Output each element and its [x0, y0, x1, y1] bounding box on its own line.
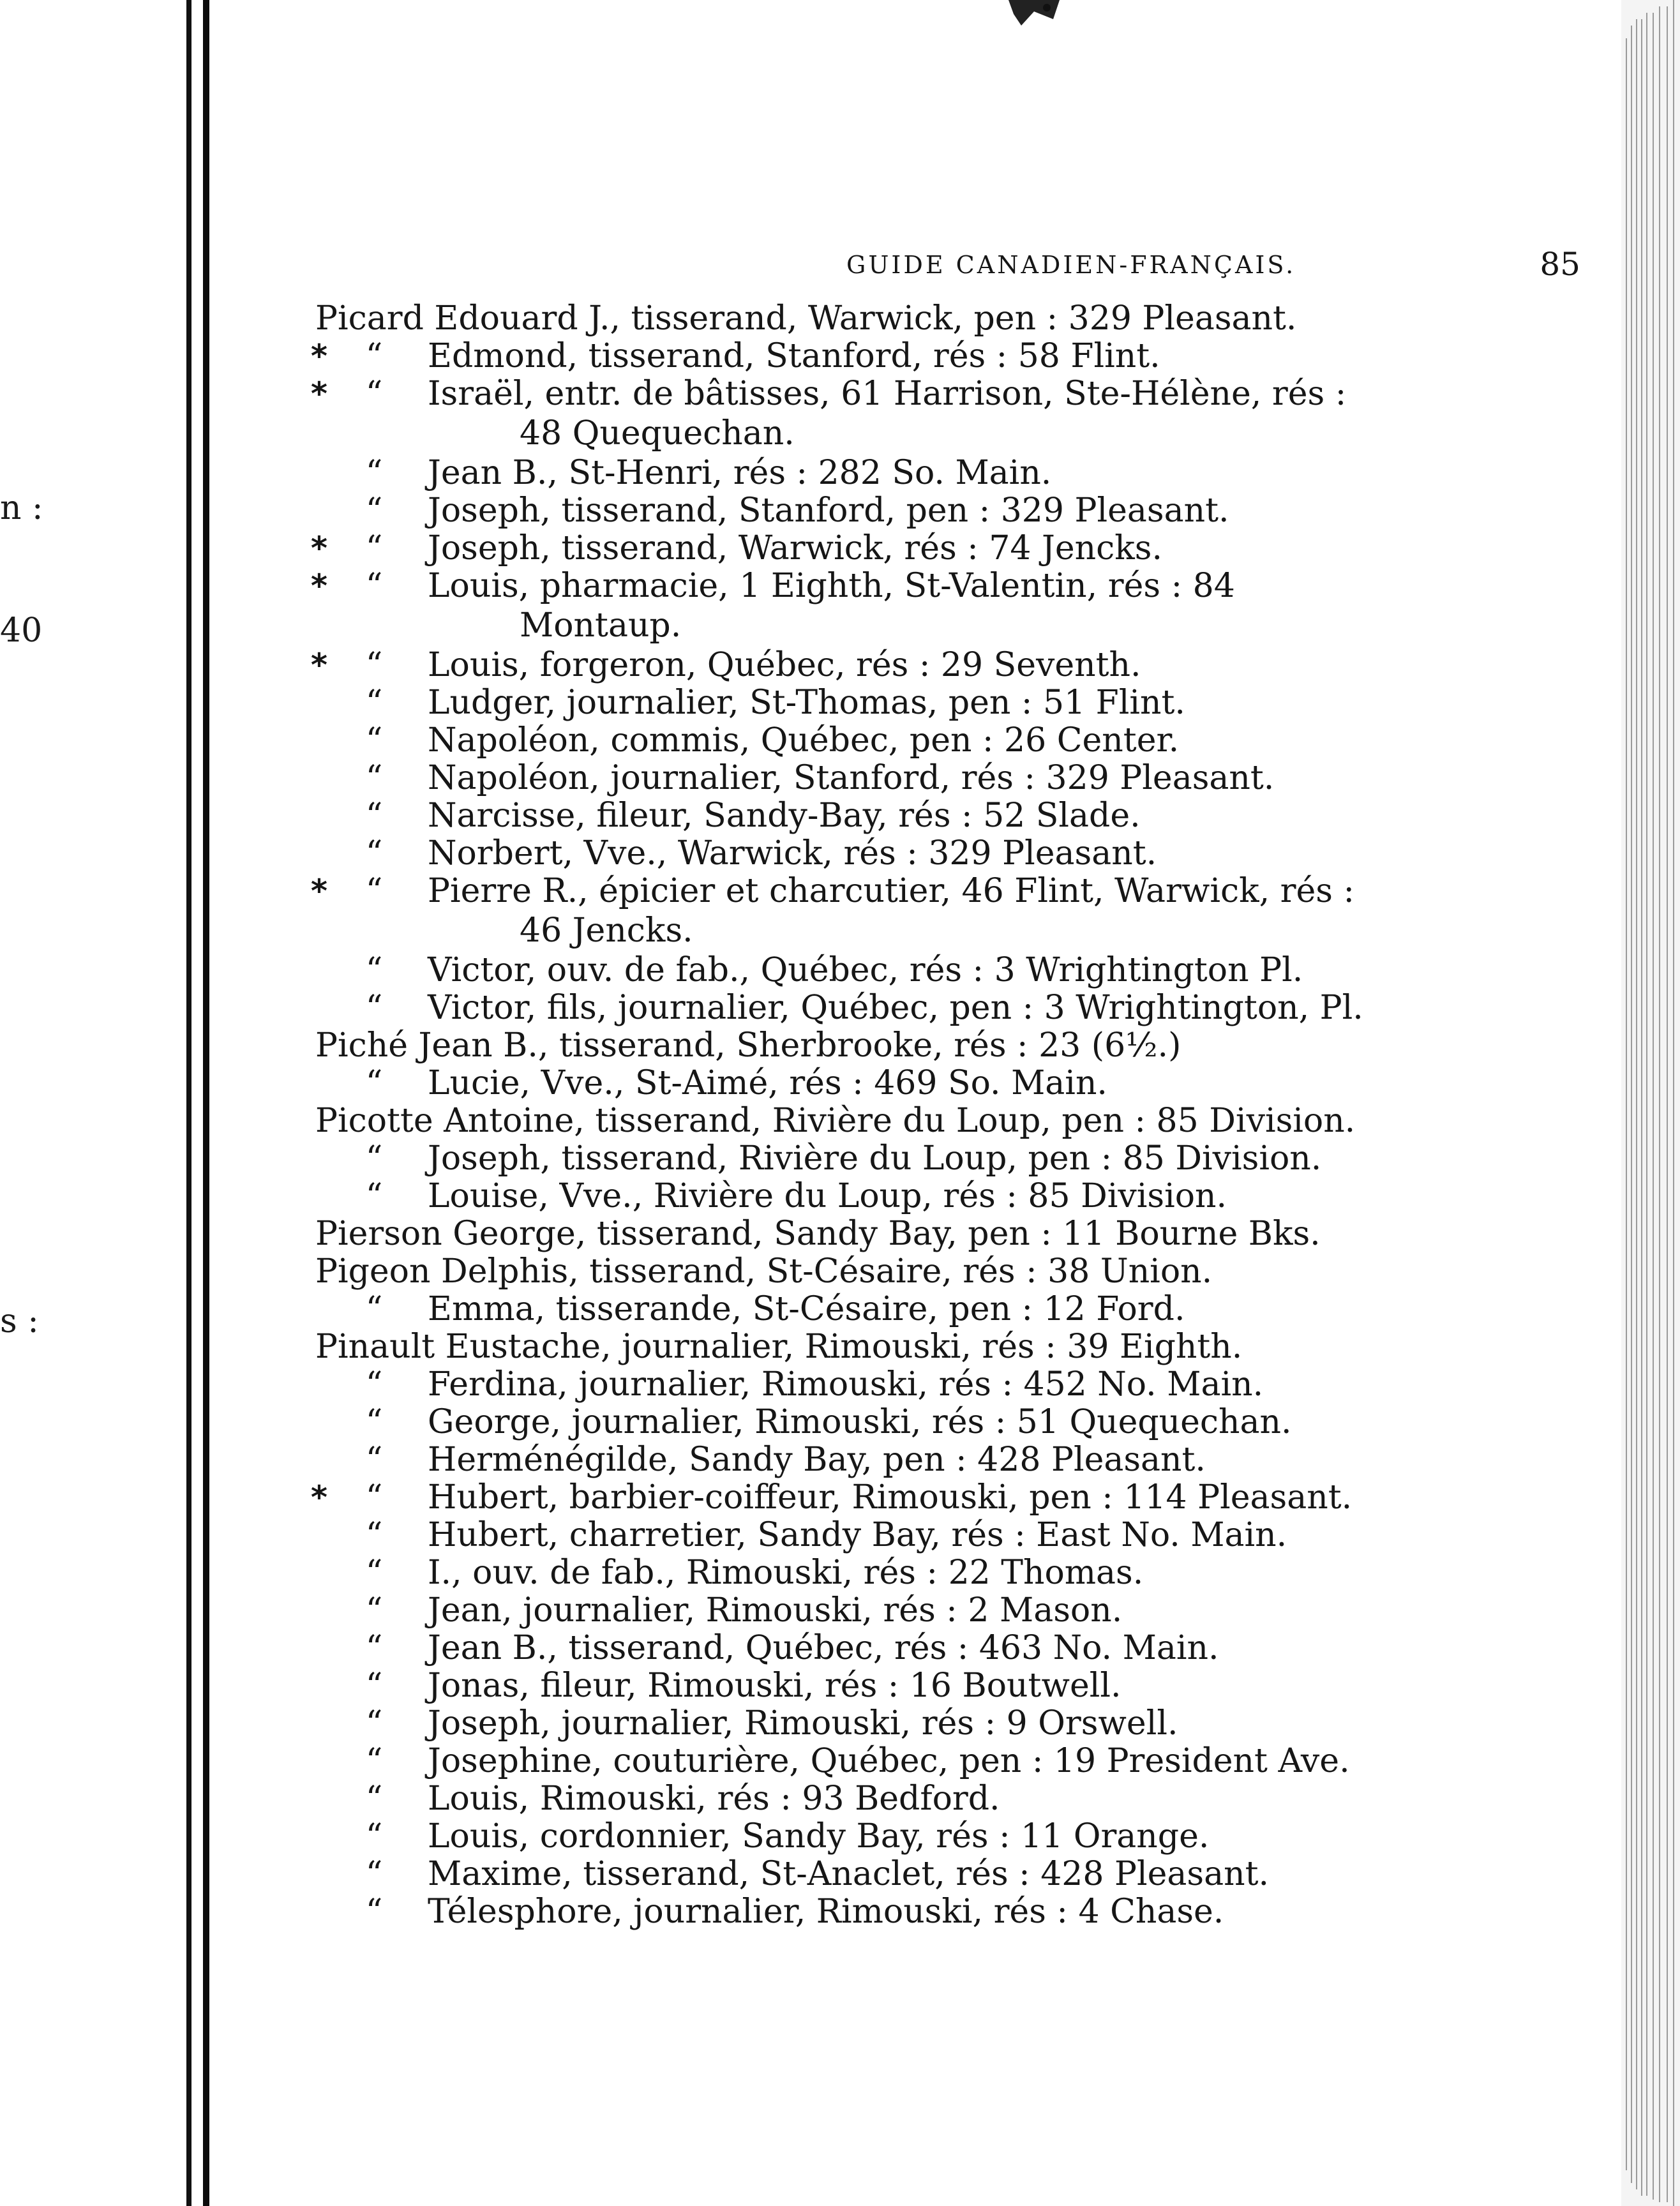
directory-entry [208, 684, 1580, 722]
ditto-mark: “ [365, 834, 386, 873]
directory-entry [208, 1441, 1580, 1479]
directory-entry [208, 1102, 1580, 1140]
ditto-mark: “ [365, 759, 386, 797]
surname-entry-text: Picard Edouard J., tisserand, Warwick, pen : 329 Pleasant. [315, 299, 1297, 338]
directory-entry [208, 375, 1580, 454]
ditto-mark: “ [365, 1667, 386, 1705]
entry-text: Edmond, tisserand, Stanford, rés : 58 Flint. [428, 337, 1160, 375]
entry-text: Lucie, Vve., St-Aimé, rés : 469 So. Main. [428, 1064, 1107, 1102]
directory-entry [208, 1328, 1580, 1366]
directory-entry [208, 1253, 1580, 1291]
ditto-mark: “ [365, 989, 386, 1027]
surname-entry-text: Piché Jean B., tisserand, Sherbrooke, rés : 23 (6½.) [315, 1026, 1181, 1065]
entry-text: Pierre R., épicier et charcutier, 46 Flint, Warwick, rés : [428, 872, 1355, 910]
entry-text: George, journalier, Rimouski, rés : 51 Quequechan. [428, 1403, 1292, 1441]
entry-text: Jean B., St-Henri, rés : 282 So. Main. [428, 454, 1052, 492]
directory-entry [208, 1667, 1580, 1705]
entry-continuation: 46 Jencks. [520, 912, 693, 950]
entry-text: Joseph, tisserand, Stanford, pen : 329 Pleasant. [428, 491, 1229, 530]
ditto-mark: “ [365, 491, 386, 530]
directory-entry [208, 1027, 1580, 1065]
entry-text: Louis, Rimouski, rés : 93 Bedford. [428, 1780, 1000, 1818]
directory-entry [208, 873, 1580, 952]
entry-text: Joseph, tisserand, Rivière du Loup, pen : 85 Division. [428, 1139, 1322, 1178]
asterisk-marker: * [310, 873, 328, 910]
directory-entry [208, 797, 1580, 835]
entry-text: Jean B., tisserand, Québec, rés : 463 No. Main. [428, 1629, 1219, 1667]
page-number: 85 [1540, 246, 1580, 283]
directory-entry [208, 1554, 1580, 1592]
ditto-mark: “ [365, 721, 386, 760]
directory-entry [208, 952, 1580, 989]
ditto-mark: “ [365, 1478, 386, 1517]
entry-text: Napoléon, journalier, Stanford, rés : 329 Pleasant. [428, 759, 1275, 797]
entry-text: Jonas, fileur, Rimouski, rés : 16 Boutwell. [428, 1667, 1121, 1705]
page-stack-edge [1621, 0, 1680, 2206]
directory-entry [208, 1404, 1580, 1441]
directory-entry [208, 1479, 1580, 1517]
entry-text: Hubert, barbier-coiffeur, Rimouski, pen : 114 Pleasant. [428, 1478, 1353, 1517]
directory-page [208, 0, 1580, 2206]
ditto-mark: “ [365, 1629, 386, 1667]
asterisk-marker: * [310, 647, 328, 684]
ditto-mark: “ [365, 375, 386, 413]
ditto-mark: “ [365, 1817, 386, 1856]
directory-entry [208, 1140, 1580, 1178]
directory-entry [208, 1215, 1580, 1253]
ditto-mark: “ [365, 1855, 386, 1893]
ditto-mark: “ [365, 529, 386, 567]
directory-entry [208, 835, 1580, 873]
entry-text: Télesphore, journalier, Rimouski, rés : 4 Chase. [428, 1893, 1224, 1931]
ditto-mark: “ [365, 951, 386, 989]
directory-entry [208, 1065, 1580, 1102]
ditto-mark: “ [365, 646, 386, 684]
directory-entry [208, 989, 1580, 1027]
ditto-mark: “ [365, 1516, 386, 1554]
left-page-text: s : [0, 1302, 39, 1340]
entry-text: Israël, entr. de bâtisses, 61 Harrison, Ste-Hélène, rés : [428, 375, 1347, 413]
directory-entry [208, 722, 1580, 760]
directory-entry [208, 1291, 1580, 1328]
entry-text: Napoléon, commis, Québec, pen : 26 Center. [428, 721, 1180, 760]
asterisk-marker: * [310, 567, 328, 604]
entry-continuation: 48 Quequechan. [520, 414, 795, 453]
directory-entry [208, 1856, 1580, 1893]
directory-entry [208, 1517, 1580, 1554]
ditto-mark: “ [365, 797, 386, 835]
entry-text: Louis, cordonnier, Sandy Bay, rés : 11 Orange. [428, 1817, 1210, 1856]
ditto-mark: “ [365, 1139, 386, 1178]
asterisk-marker: * [310, 338, 328, 375]
directory-entry [208, 567, 1580, 647]
surname-entry-text: Pigeon Delphis, tisserand, St-Césaire, rés : 38 Union. [315, 1252, 1213, 1291]
entry-text: Narcisse, fileur, Sandy-Bay, rés : 52 Slade. [428, 797, 1141, 835]
directory-entry [208, 647, 1580, 684]
asterisk-marker: * [310, 1479, 328, 1516]
entry-text: Victor, ouv. de fab., Québec, rés : 3 Wrightington Pl. [428, 951, 1303, 989]
directory-entry [208, 530, 1580, 567]
ditto-mark: “ [365, 1365, 386, 1404]
directory-entry [208, 760, 1580, 797]
directory-entry [208, 1366, 1580, 1404]
ditto-mark: “ [365, 1704, 386, 1743]
asterisk-marker: * [310, 530, 328, 567]
ditto-mark: “ [365, 1742, 386, 1780]
ditto-mark: “ [365, 1064, 386, 1102]
directory-entry [208, 492, 1580, 530]
directory-entry [208, 1893, 1580, 1931]
entry-text: Maxime, tisserand, St-Anaclet, rés : 428 Pleasant. [428, 1855, 1270, 1893]
entry-text: Herménégilde, Sandy Bay, pen : 428 Pleasant. [428, 1441, 1206, 1479]
ditto-mark: “ [365, 1893, 386, 1931]
ditto-mark: “ [365, 1591, 386, 1630]
directory-entry [208, 454, 1580, 492]
surname-entry-text: Picotte Antoine, tisserand, Rivière du Loup, pen : 85 Division. [315, 1102, 1356, 1140]
ditto-mark: “ [365, 1403, 386, 1441]
entry-text: I., ouv. de fab., Rimouski, rés : 22 Thomas. [428, 1554, 1144, 1592]
directory-entry [208, 1592, 1580, 1630]
entry-text: Louise, Vve., Rivière du Loup, rés : 85 Division. [428, 1177, 1227, 1215]
entry-text: Josephine, couturière, Québec, pen : 19 President Ave. [428, 1742, 1350, 1780]
entry-text: Joseph, tisserand, Warwick, rés : 74 Jencks. [428, 529, 1162, 567]
surname-entry-text: Pierson George, tisserand, Sandy Bay, pen : 11 Bourne Bks. [315, 1215, 1321, 1253]
surname-entry-text: Pinault Eustache, journalier, Rimouski, rés : 39 Eighth. [315, 1328, 1243, 1366]
directory-entry [208, 338, 1580, 375]
ditto-mark: “ [365, 1290, 386, 1328]
ditto-mark: “ [365, 872, 386, 910]
ditto-mark: “ [365, 684, 386, 722]
entry-text: Louis, forgeron, Québec, rés : 29 Seventh. [428, 646, 1141, 684]
directory-entry [208, 300, 1580, 338]
entry-text: Emma, tisserande, St-Césaire, pen : 12 Ford. [428, 1290, 1185, 1328]
directory-entry [208, 1630, 1580, 1667]
page-header [642, 246, 1580, 290]
ditto-mark: “ [365, 1441, 386, 1479]
ditto-mark: “ [365, 1177, 386, 1215]
ditto-mark: “ [365, 454, 386, 492]
ditto-mark: “ [365, 1780, 386, 1818]
directory-entry [208, 1818, 1580, 1856]
entry-text: Louis, pharmacie, 1 Eighth, St-Valentin, rés : 84 [428, 567, 1235, 605]
directory-entry [208, 1743, 1580, 1780]
entry-text: Hubert, charretier, Sandy Bay, rés : East No. Main. [428, 1516, 1287, 1554]
asterisk-marker: * [310, 375, 328, 412]
running-title: GUIDE CANADIEN-FRANÇAIS. [846, 251, 1296, 279]
entry-text: Joseph, journalier, Rimouski, rés : 9 Orswell. [428, 1704, 1178, 1743]
entry-text: Norbert, Vve., Warwick, rés : 329 Pleasant. [428, 834, 1157, 873]
directory-entry [208, 1780, 1580, 1818]
entry-text: Ferdina, journalier, Rimouski, rés : 452 No. Main. [428, 1365, 1264, 1404]
ditto-mark: “ [365, 567, 386, 605]
ditto-mark: “ [365, 1554, 386, 1592]
entry-continuation: Montaup. [520, 606, 682, 645]
left-page-text: 40 [0, 612, 43, 650]
directory-listing [208, 300, 1580, 1931]
entry-text: Jean, journalier, Rimouski, rés : 2 Mason. [428, 1591, 1123, 1630]
directory-entry [208, 1705, 1580, 1743]
left-page-text: n : [0, 489, 43, 527]
ditto-mark: “ [365, 337, 386, 375]
left-page-fragment [0, 0, 191, 2206]
entry-text: Ludger, journalier, St-Thomas, pen : 51 Flint. [428, 684, 1185, 722]
entry-text: Victor, fils, journalier, Québec, pen : 3 Wrightington, Pl. [428, 989, 1363, 1027]
directory-entry [208, 1178, 1580, 1215]
